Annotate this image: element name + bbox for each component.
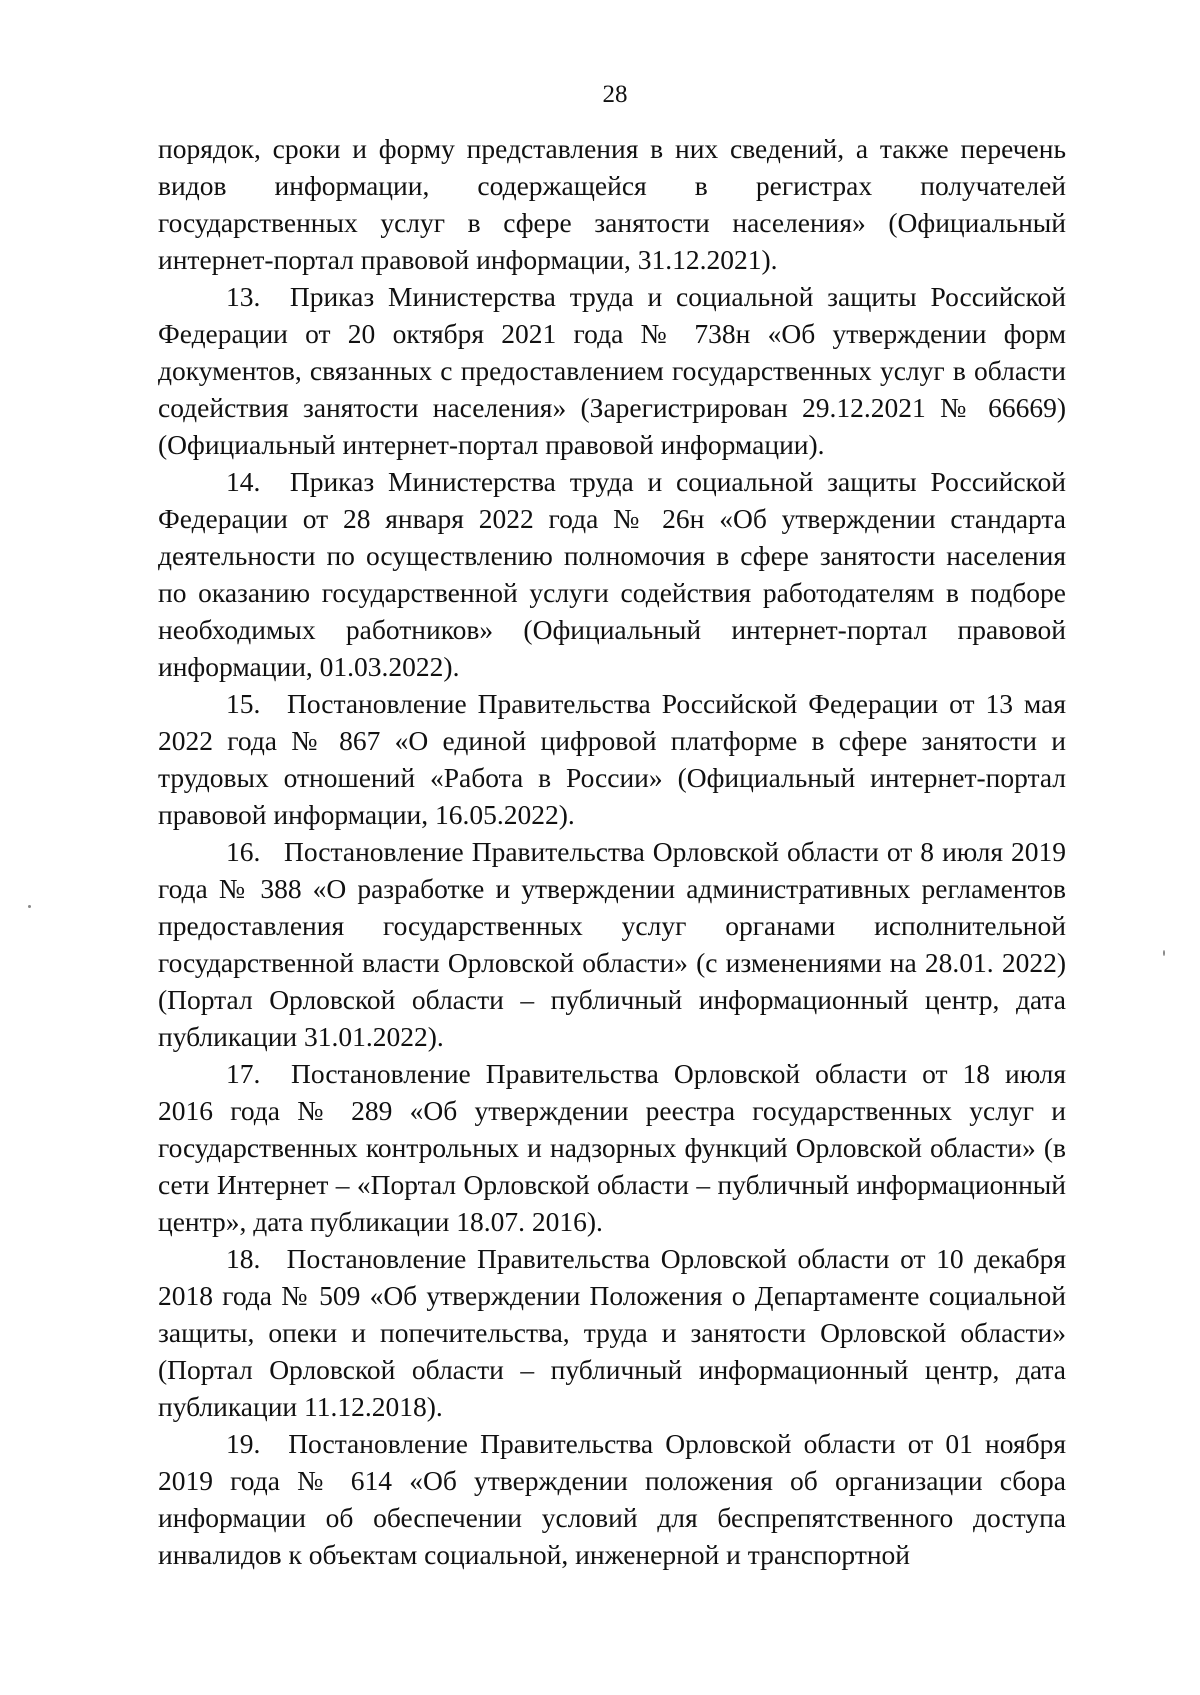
item-text: Приказ Министерства труда и социальной защиты Российской Федерации от 20 октября 2021 года № 738н «Об утверждении форм документов, связанных с предоставлением государственных услуг в области содействия занятости населения» (Зарегистрирован 29.12.2021 № 66669) (Официальный интернет-портал правовой информации). <box>158 281 1066 460</box>
continuation-paragraph: порядок, сроки и форму представления в них сведений, а также перечень видов информации, содержащейся в регистрах получателей государственных услуг в сфере занятости населения» (Официальный интернет-портал правовой информации, 31.12.2021). <box>158 133 1066 275</box>
item-text: Постановление Правительства Орловской области от 10 декабря 2018 года № 509 «Об утверждении Положения о Департаменте социальной защиты, опеки и попечительства, труда и занятости Орловской области» (Портал Орловской области – публичный информационный центр, дата публикации 11.12.2018). <box>158 1243 1066 1422</box>
item-number: 13. <box>226 281 261 312</box>
item-number: 15. <box>226 688 261 719</box>
scan-speck <box>1163 950 1165 956</box>
item-text: Постановление Правительства Орловской области от 18 июля 2016 года № 289 «Об утверждении реестра государственных услуг и государственных контрольных и надзорных функций Орловской области» (в сети Интернет – «Портал Орловской области – публичный информационный центр», дата публикации 18.07. 2016). <box>158 1058 1067 1237</box>
list-item <box>158 1055 1066 1240</box>
document-body <box>158 130 1066 1573</box>
item-text: Постановление Правительства Орловской области от 01 ноября 2019 года № 614 «Об утверждении положения об организации сбора информации об обеспечении условий для беспрепятственного доступа инвалидов к объектам социальной, инженерной и транспортной <box>158 1428 1067 1570</box>
page-number: 28 <box>602 81 628 108</box>
item-number: 19. <box>226 1428 261 1459</box>
item-number: 16. <box>226 836 261 867</box>
item-text: Приказ Министерства труда и социальной защиты Российской Федерации от 28 января 2022 года № 26н «Об утверждении стандарта деятельности по осуществлению полномочия в сфере занятости населения по оказанию государственной услуги содействия работодателям в подборе необходимых работников» (Официальный интернет-портал правовой информации, 01.03.2022). <box>158 466 1066 682</box>
list-item <box>158 833 1066 1055</box>
item-number: 17. <box>226 1058 261 1089</box>
item-text: Постановление Правительства Российской Федерации от 13 мая 2022 года № 867 «О единой цифровой платформе в сфере занятости и трудовых отношений «Работа в России» (Официальный интернет-портал правовой информации, 16.05.2022). <box>158 688 1066 830</box>
item-number: 18. <box>226 1243 261 1274</box>
list-item <box>158 1425 1066 1573</box>
list-item <box>158 1240 1066 1425</box>
item-text: Постановление Правительства Орловской области от 8 июля 2019 года № 388 «О разработке и утверждении административных регламентов предоставления государственных услуг органами исполнительной государственной власти Орловской области» (с изменениями на 28.01. 2022) (Портал Орловской области – публичный информационный центр, дата публикации 31.01.2022). <box>158 836 1067 1052</box>
list-item <box>158 278 1066 463</box>
item-number: 14. <box>226 466 261 497</box>
list-item <box>158 463 1066 685</box>
scan-speck <box>28 905 31 908</box>
list-item <box>158 685 1066 833</box>
